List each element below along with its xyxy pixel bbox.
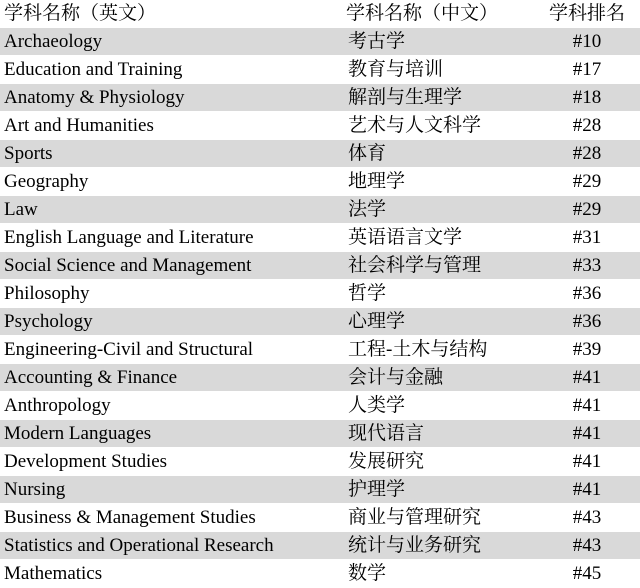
table-row xyxy=(0,224,640,252)
subject-rank-cell: #41 xyxy=(534,420,640,448)
table-row xyxy=(0,168,640,196)
subject-rank-cell: #39 xyxy=(534,336,640,364)
table-row xyxy=(0,448,640,476)
subject-rank-cell: #28 xyxy=(534,112,640,140)
subject-chinese-cell: 考古学 xyxy=(342,28,534,56)
subject-rank-cell: #29 xyxy=(534,168,640,196)
subject-chinese-cell: 英语语言文学 xyxy=(342,224,534,252)
subject-english-cell: Geography xyxy=(0,168,342,196)
subject-rank-cell: #36 xyxy=(534,280,640,308)
subject-chinese-cell: 护理学 xyxy=(342,476,534,504)
subject-english-cell: Psychology xyxy=(0,308,342,336)
subject-english-cell: Business & Management Studies xyxy=(0,504,342,532)
table-row xyxy=(0,560,640,588)
subject-english-cell: Anatomy & Physiology xyxy=(0,84,342,112)
subject-rank-cell: #17 xyxy=(534,56,640,84)
table-row xyxy=(0,336,640,364)
subject-rank-cell: #33 xyxy=(534,252,640,280)
subject-english-cell: English Language and Literature xyxy=(0,224,342,252)
subject-chinese-cell: 艺术与人文科学 xyxy=(342,112,534,140)
subject-rank-cell: #10 xyxy=(534,28,640,56)
subject-rank-cell: #31 xyxy=(534,224,640,252)
subject-chinese-cell: 解剖与生理学 xyxy=(342,84,534,112)
table-header xyxy=(0,0,640,28)
subject-chinese-cell: 教育与培训 xyxy=(342,56,534,84)
subject-chinese-cell: 商业与管理研究 xyxy=(342,504,534,532)
subject-rank-cell: #28 xyxy=(534,140,640,168)
subject-english-cell: Modern Languages xyxy=(0,420,342,448)
table-row xyxy=(0,532,640,560)
subject-rank-cell: #45 xyxy=(534,560,640,588)
subject-english-cell: Nursing xyxy=(0,476,342,504)
table-row xyxy=(0,252,640,280)
subject-rank-cell: #41 xyxy=(534,448,640,476)
subject-chinese-cell: 工程-土木与结构 xyxy=(342,336,534,364)
table-row xyxy=(0,84,640,112)
table-row xyxy=(0,420,640,448)
subject-chinese-cell: 法学 xyxy=(342,196,534,224)
table-row xyxy=(0,392,640,420)
subject-english-cell: Philosophy xyxy=(0,280,342,308)
subject-english-cell: Accounting & Finance xyxy=(0,364,342,392)
subject-chinese-cell: 心理学 xyxy=(342,308,534,336)
subject-rank-cell: #43 xyxy=(534,504,640,532)
subject-english-cell: Education and Training xyxy=(0,56,342,84)
table-row xyxy=(0,280,640,308)
subject-english-cell: Engineering-Civil and Structural xyxy=(0,336,342,364)
subject-rank-cell: #29 xyxy=(534,196,640,224)
subject-chinese-cell: 发展研究 xyxy=(342,448,534,476)
header-subject-chinese: 学科名称（中文） xyxy=(342,0,534,28)
subject-chinese-cell: 哲学 xyxy=(342,280,534,308)
table-row xyxy=(0,364,640,392)
subject-english-cell: Law xyxy=(0,196,342,224)
subject-chinese-cell: 社会科学与管理 xyxy=(342,252,534,280)
header-row xyxy=(0,0,640,28)
table-body xyxy=(0,28,640,588)
subject-rank-cell: #36 xyxy=(534,308,640,336)
subject-english-cell: Archaeology xyxy=(0,28,342,56)
subject-chinese-cell: 现代语言 xyxy=(342,420,534,448)
subject-english-cell: Art and Humanities xyxy=(0,112,342,140)
subject-rank-cell: #41 xyxy=(534,476,640,504)
table-row xyxy=(0,504,640,532)
subject-english-cell: Statistics and Operational Research xyxy=(0,532,342,560)
table-row xyxy=(0,56,640,84)
subject-english-cell: Social Science and Management xyxy=(0,252,342,280)
subject-chinese-cell: 会计与金融 xyxy=(342,364,534,392)
header-subject-rank: 学科排名 xyxy=(534,0,640,28)
table-row xyxy=(0,28,640,56)
subject-rank-cell: #18 xyxy=(534,84,640,112)
table-row xyxy=(0,308,640,336)
subject-rank-cell: #41 xyxy=(534,364,640,392)
subject-english-cell: Sports xyxy=(0,140,342,168)
subject-english-cell: Mathematics xyxy=(0,560,342,588)
header-subject-english: 学科名称（英文） xyxy=(0,0,342,28)
subject-chinese-cell: 人类学 xyxy=(342,392,534,420)
subject-chinese-cell: 地理学 xyxy=(342,168,534,196)
subject-chinese-cell: 统计与业务研究 xyxy=(342,532,534,560)
table-row xyxy=(0,140,640,168)
table-row xyxy=(0,476,640,504)
table-row xyxy=(0,112,640,140)
table-row xyxy=(0,196,640,224)
subject-english-cell: Development Studies xyxy=(0,448,342,476)
subject-chinese-cell: 体育 xyxy=(342,140,534,168)
subject-rank-cell: #41 xyxy=(534,392,640,420)
subject-rank-cell: #43 xyxy=(534,532,640,560)
subject-english-cell: Anthropology xyxy=(0,392,342,420)
subject-chinese-cell: 数学 xyxy=(342,560,534,588)
